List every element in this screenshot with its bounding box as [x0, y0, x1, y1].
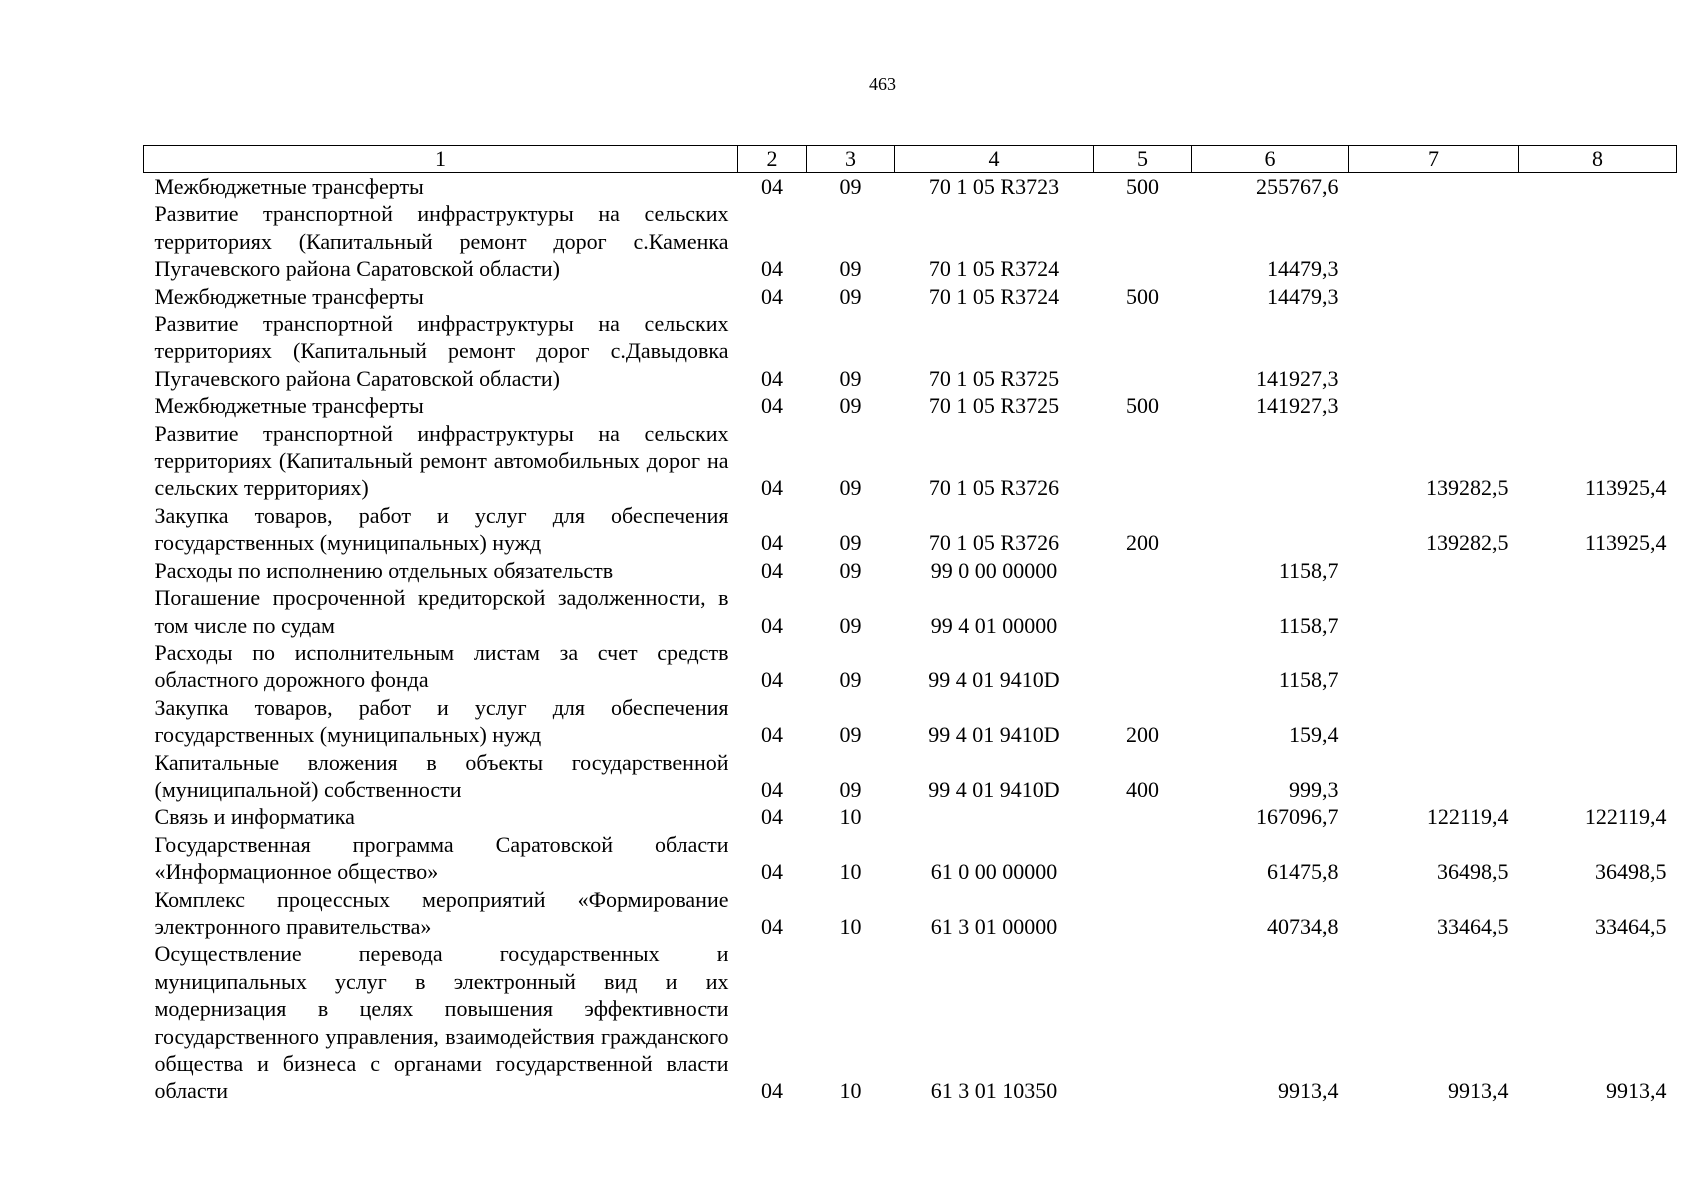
row-name-cell: Связь и информатика — [154, 804, 355, 830]
subsection-code-cell: 09 — [839, 530, 862, 556]
budget-table — [143, 145, 1677, 1105]
amount-col-6-cell: 999,3 — [1289, 776, 1339, 802]
amount-col-7-cell: 9913,4 — [1448, 1078, 1509, 1104]
row-name-cell: Межбюджетные трансферты — [154, 393, 424, 419]
amount-col-7-cell — [1349, 584, 1519, 639]
expense-type-cell — [1094, 831, 1192, 886]
amount-col-7-cell: 33464,5 — [1437, 913, 1509, 939]
expense-type-cell — [1094, 639, 1192, 694]
amount-col-6-cell — [1192, 420, 1349, 502]
amount-col-7-cell — [1349, 310, 1519, 392]
section-code-cell: 04 — [761, 475, 783, 501]
table-body — [144, 173, 1677, 1105]
section-code-cell: 04 — [761, 283, 783, 309]
table-row — [144, 584, 1677, 639]
row-name-cell: Осуществление перевода государственных и муниципальных услуг в электронный вид и их модернизация в целях повышения эффективности государственного управления, взаимодействия гражданского общества и бизнеса с органами государственной власти области — [154, 941, 729, 1104]
header-row — [144, 146, 1677, 173]
column-header: 5 — [1094, 146, 1192, 173]
table-row — [144, 886, 1677, 941]
expense-type-cell — [1094, 940, 1192, 1104]
amount-col-6-cell: 1158,7 — [1278, 667, 1339, 693]
expense-type-cell — [1094, 584, 1192, 639]
table-row — [144, 940, 1677, 1104]
target-article-cell: 61 3 01 10350 — [930, 1078, 1058, 1104]
column-header: 2 — [738, 146, 807, 173]
target-article-cell: 99 0 00 00000 — [930, 557, 1058, 583]
row-name-cell: Государственная программа Саратовской области «Информационное общество» — [154, 831, 729, 885]
section-code-cell: 04 — [761, 804, 783, 830]
target-article-cell: 70 1 05 R3723 — [928, 174, 1060, 199]
section-code-cell: 04 — [761, 776, 783, 802]
section-code-cell: 04 — [761, 612, 783, 638]
amount-col-6-cell: 1158,7 — [1278, 557, 1339, 583]
expense-type-cell: 500 — [1126, 283, 1159, 309]
amount-col-7-cell: 139282,5 — [1426, 475, 1509, 501]
section-code-cell: 04 — [761, 557, 783, 583]
expense-type-cell: 500 — [1126, 393, 1159, 419]
expense-type-cell — [1094, 886, 1192, 941]
target-article-cell: 99 4 01 9410D — [928, 667, 1060, 693]
amount-col-6-cell: 1158,7 — [1278, 612, 1339, 638]
subsection-code-cell: 09 — [839, 365, 862, 391]
amount-col-8-cell — [1519, 200, 1677, 282]
page-number: 463 — [869, 74, 896, 94]
budget-table-container — [143, 145, 1676, 1105]
target-article-cell: 99 4 01 00000 — [930, 612, 1058, 638]
table-header — [144, 146, 1677, 173]
section-code-cell: 04 — [761, 1078, 783, 1104]
subsection-code-cell: 09 — [839, 393, 862, 419]
subsection-code-cell: 10 — [839, 1078, 862, 1104]
subsection-code-cell: 10 — [839, 859, 862, 885]
amount-col-8-cell — [1519, 392, 1677, 419]
table-row — [144, 749, 1677, 804]
amount-col-7-cell — [1349, 173, 1519, 201]
subsection-code-cell: 09 — [839, 283, 862, 309]
row-name-cell: Развитие транспортной инфраструктуры на сельских территориях (Капитальный ремонт автомобильных дорог на сельских территориях) — [154, 420, 729, 501]
amount-col-7-cell: 139282,5 — [1426, 530, 1509, 556]
target-article-cell: 70 1 05 R3726 — [928, 475, 1060, 501]
amount-col-7-cell: 122119,4 — [1426, 804, 1509, 830]
row-name-cell: Расходы по исполнительным листам за счет средств областного дорожного фонда — [154, 639, 729, 693]
target-article-cell: 70 1 05 R3725 — [928, 393, 1060, 419]
section-code-cell: 04 — [761, 365, 783, 391]
subsection-code-cell: 09 — [839, 776, 862, 802]
amount-col-7-cell — [1349, 749, 1519, 804]
section-code-cell: 04 — [761, 859, 783, 885]
table-row — [144, 392, 1677, 419]
subsection-code-cell: 09 — [839, 667, 862, 693]
subsection-code-cell: 10 — [839, 804, 862, 830]
row-name-cell: Комплекс процессных мероприятий «Формирование электронного правительства» — [154, 886, 729, 939]
table-row — [144, 639, 1677, 694]
section-code-cell: 04 — [761, 256, 783, 282]
subsection-code-cell: 10 — [839, 913, 862, 939]
column-header: 3 — [807, 146, 895, 173]
table-row — [144, 502, 1677, 557]
amount-col-6-cell: 159,4 — [1289, 722, 1339, 748]
amount-col-8-cell — [1519, 749, 1677, 804]
row-name-cell: Развитие транспортной инфраструктуры на сельских территориях (Капитальный ремонт дорог с.Каменка Пугачевского района Саратовской области) — [154, 201, 729, 282]
amount-col-8-cell: 113925,4 — [1584, 475, 1667, 501]
amount-col-6-cell — [1192, 502, 1349, 557]
amount-col-8-cell — [1519, 639, 1677, 694]
row-name-cell: Закупка товаров, работ и услуг для обеспечения государственных (муниципальных) нужд — [154, 502, 729, 556]
table-row — [144, 173, 1677, 201]
target-article-cell: 99 4 01 9410D — [928, 722, 1060, 748]
subsection-code-cell: 09 — [839, 256, 862, 282]
row-name-cell: Закупка товаров, работ и услуг для обеспечения государственных (муниципальных) нужд — [154, 694, 729, 748]
target-article-cell — [895, 803, 1094, 830]
amount-col-7-cell: 36498,5 — [1437, 859, 1509, 885]
subsection-code-cell: 09 — [839, 557, 862, 583]
amount-col-6-cell: 14479,3 — [1267, 283, 1339, 309]
table-row — [144, 200, 1677, 282]
amount-col-6-cell: 14479,3 — [1267, 256, 1339, 282]
section-code-cell: 04 — [761, 722, 783, 748]
target-article-cell: 70 1 05 R3724 — [928, 256, 1060, 282]
expense-type-cell: 200 — [1126, 530, 1159, 556]
row-name-cell: Межбюджетные трансферты — [154, 174, 424, 199]
target-article-cell: 70 1 05 R3725 — [928, 365, 1060, 391]
column-header: 4 — [895, 146, 1094, 173]
expense-type-cell: 500 — [1126, 174, 1159, 199]
amount-col-8-cell — [1519, 557, 1677, 584]
amount-col-8-cell — [1519, 310, 1677, 392]
table-row — [144, 557, 1677, 584]
target-article-cell: 99 4 01 9410D — [928, 776, 1060, 802]
table-row — [144, 310, 1677, 392]
subsection-code-cell: 09 — [839, 722, 862, 748]
column-header: 1 — [144, 146, 738, 173]
table-row — [144, 420, 1677, 502]
amount-col-7-cell — [1349, 694, 1519, 749]
amount-col-6-cell: 40734,8 — [1267, 913, 1339, 939]
target-article-cell: 61 0 00 00000 — [930, 859, 1058, 885]
table-row — [144, 283, 1677, 310]
section-code-cell: 04 — [761, 174, 783, 199]
column-header: 6 — [1192, 146, 1349, 173]
amount-col-7-cell — [1349, 283, 1519, 310]
expense-type-cell: 400 — [1126, 776, 1159, 802]
amount-col-6-cell: 141927,3 — [1256, 393, 1339, 419]
table-row — [144, 803, 1677, 830]
table-row — [144, 694, 1677, 749]
row-name-cell: Развитие транспортной инфраструктуры на сельских территориях (Капитальный ремонт дорог с.Давыдовка Пугачевского района Саратовской области) — [154, 311, 729, 391]
amount-col-7-cell — [1349, 639, 1519, 694]
table-row — [144, 831, 1677, 886]
section-code-cell: 04 — [761, 393, 783, 419]
amount-col-8-cell: 113925,4 — [1584, 530, 1667, 556]
column-header: 7 — [1349, 146, 1519, 173]
amount-col-7-cell — [1349, 392, 1519, 419]
subsection-code-cell: 09 — [839, 612, 862, 638]
expense-type-cell — [1094, 803, 1192, 830]
row-name-cell: Погашение просроченной кредиторской задолженности, в том числе по судам — [154, 585, 729, 638]
amount-col-8-cell — [1519, 173, 1677, 201]
amount-col-6-cell: 141927,3 — [1256, 365, 1339, 391]
amount-col-8-cell — [1519, 283, 1677, 310]
amount-col-8-cell — [1519, 694, 1677, 749]
expense-type-cell: 200 — [1126, 722, 1159, 748]
amount-col-6-cell: 9913,4 — [1278, 1078, 1339, 1104]
amount-col-6-cell: 61475,8 — [1267, 859, 1339, 885]
amount-col-8-cell: 36498,5 — [1595, 859, 1667, 885]
amount-col-8-cell: 122119,4 — [1584, 804, 1667, 830]
target-article-cell: 61 3 01 00000 — [930, 913, 1058, 939]
column-header: 8 — [1519, 146, 1677, 173]
expense-type-cell — [1094, 420, 1192, 502]
target-article-cell: 70 1 05 R3724 — [928, 283, 1060, 309]
expense-type-cell — [1094, 310, 1192, 392]
amount-col-7-cell — [1349, 200, 1519, 282]
section-code-cell: 04 — [761, 913, 783, 939]
section-code-cell: 04 — [761, 667, 783, 693]
expense-type-cell — [1094, 200, 1192, 282]
row-name-cell: Расходы по исполнению отдельных обязательств — [154, 557, 614, 583]
target-article-cell: 70 1 05 R3726 — [928, 530, 1060, 556]
expense-type-cell — [1094, 557, 1192, 584]
amount-col-6-cell: 167096,7 — [1256, 804, 1339, 830]
amount-col-8-cell: 9913,4 — [1606, 1078, 1667, 1104]
subsection-code-cell: 09 — [839, 174, 862, 199]
amount-col-8-cell: 33464,5 — [1595, 913, 1667, 939]
section-code-cell: 04 — [761, 530, 783, 556]
subsection-code-cell: 09 — [839, 475, 862, 501]
row-name-cell: Капитальные вложения в объекты государственной (муниципальной) собственности — [154, 749, 729, 802]
amount-col-7-cell — [1349, 557, 1519, 584]
amount-col-6-cell: 255767,6 — [1256, 174, 1339, 199]
amount-col-8-cell — [1519, 584, 1677, 639]
row-name-cell: Межбюджетные трансферты — [154, 283, 424, 309]
